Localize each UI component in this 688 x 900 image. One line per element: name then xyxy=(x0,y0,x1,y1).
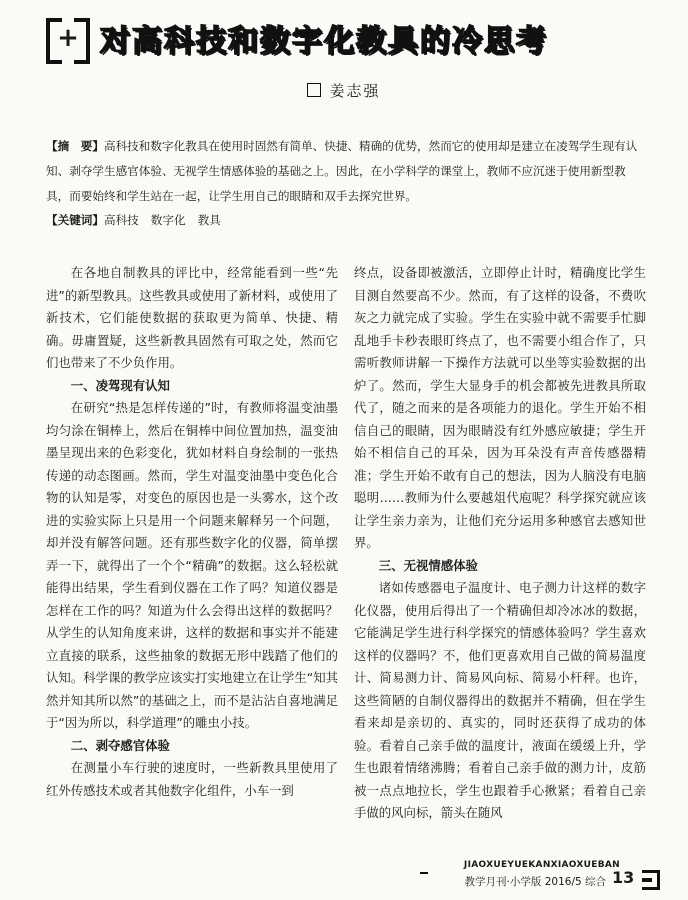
page-footer xyxy=(420,858,670,898)
page-number: 13 xyxy=(612,868,635,887)
keyword: 高科技 xyxy=(103,213,139,227)
journal-name: 教学月刊·小学版 2016/5 综合 xyxy=(464,876,606,888)
abstract xyxy=(46,134,646,209)
section-heading: 二、剥夺感官体验 xyxy=(70,737,170,753)
keyword: 数字化 xyxy=(150,213,186,227)
abstract-text: 高科技和数字化教具在使用时固然有简单、快捷、精确的优势，然而它的使用却是建立在凌驾学生现有认知、剥夺学生感官体验、无视学生情感体验的基础之上。因此，在小学科学的课堂上，教师不应沉迷于使用新型教具，而要始终和学生站在一起，让学生用自己的眼睛和双手去探究世界。 xyxy=(46,139,638,203)
article-title xyxy=(46,14,646,62)
author-box-icon xyxy=(307,83,321,97)
body-column-right xyxy=(354,262,646,825)
body-paragraph: 终点，设备即被激活，立即停止计时，精确度比学生目测自然要高不少。然而，有了这样的设备，不费吹灰之力就完成了实验。学生在实验中就不需要手忙脚乱地手卡秒表眼盯终点了，也不需要小组合作了，只需听教师讲解一下操作方法就可以坐等实验数据的出炉了。然而，学生大显身手的机会都被先进教具所取代了，随之而来的是各项能力的退化。学生开始不相信自己的眼睛，因为眼睛没有红外感应敏捷；学生开始不相信自己的耳朵，因为耳朵没有声音传感器精准；学生开始不敢有自己的想法，因为人脑没有电脑聪明……教师为什么要越俎代庖呢？科学探究就应该让学生亲力亲为，让他们充分运用多种感官去感知世界。 xyxy=(354,265,646,550)
body-paragraph: 诸如传感器电子温度计、电子测力计这样的数字化仪器，使用后得出了一个精确但却冷冰冰的数据，它能满足学生进行科学探究的情感体验吗？学生喜欢这样的仪器吗？不，他们更喜欢用自己做的简易温度计、简易测力计、简易风向标、简易小杆秤。也许，这些简陋的自制仪器得出的数据并不精确，但在学生看来却是亲切的、真实的，同时还获得了成功的体验。看着自己亲手做的温度计，液面在缓缓上升，学生也跟着情绪沸腾；看着自己亲手做的测力计，皮筋被一点点地拉长，学生也跟着手心揪紧；看着自己亲手做的风向标，箭头在随风 xyxy=(354,580,646,820)
keywords xyxy=(46,208,646,233)
body-paragraph: 在各地自制教具的评比中，经常能看到一些“先进”的新型教具。这些教具或使用了新材料，或使用了新技术，它们能使数据的获取更为简单、快捷、精确。毋庸置疑，这些新教具固然有可取之处，然而它们也带来了不少负作用。 xyxy=(46,265,338,370)
journal-pinyin: JIAOXUEYUEKANXIAOXUEBAN xyxy=(463,860,620,870)
author-name: 姜志强 xyxy=(329,82,381,100)
section-heading: 一、凌驾现有认知 xyxy=(70,377,170,393)
title-mark-glyph: + xyxy=(57,23,79,53)
title-ornament xyxy=(46,16,90,60)
abstract-label: 【摘 要】 xyxy=(46,139,104,153)
body-column-left xyxy=(46,262,338,802)
keywords-label: 【关键词】 xyxy=(46,213,104,227)
page-tab-icon xyxy=(642,870,660,890)
body-paragraph: 在测量小车行驶的速度时，一些新教具里使用了红外传感技术或者其他数字化组件，小车一到 xyxy=(46,760,338,798)
author-line xyxy=(0,80,688,101)
body-paragraph: 在研究“热是怎样传递的”时，有教师将温变油墨均匀涂在铜棒上，然后在铜棒中间位置加热，温变油墨呈现出来的色彩变化，犹如材料自身绘制的一张热传递的动态图画。然而，学生对温变油墨中变色化合物的认知是零，对变色的原因也是一头雾水，这个改进的实验实际上只是用一个问题来解释另一个问题，却并没有解答问题。还有那些数字化的仪器，简单摆弄一下，就得出了一个个“精确”的数据。这么轻松就能得出结果，学生看到仪器在工作了吗？知道仪器是怎样在工作的吗？知道为什么会得出这样的数据吗？从学生的认知角度来讲，这样的数据和事实并不能建立直接的联系，这些抽象的数据无形中践踏了他们的认知。科学课的教学应该实打实地建立在让学生“知其然并知其所以然”的基础之上，而不是沾沾自喜地满足于“因为所以，科学道理”的雕虫小技。 xyxy=(46,400,338,730)
title-text: 对高科技和数字化教具的冷思考 xyxy=(100,24,548,59)
keyword: 教具 xyxy=(197,213,221,227)
section-heading: 三、无视情感体验 xyxy=(378,557,478,573)
